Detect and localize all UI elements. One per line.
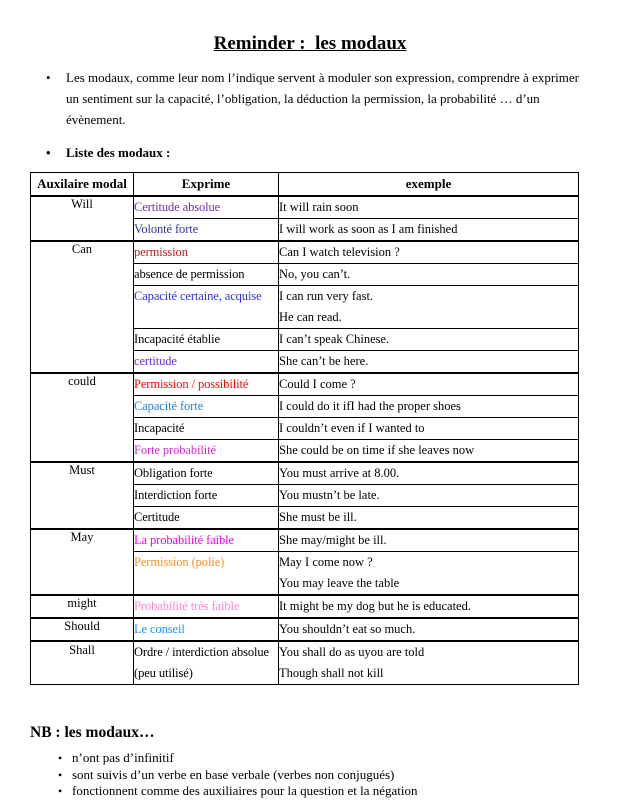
example-text: You shouldn’t eat so much. [279,622,416,636]
exprime-cell [134,440,279,463]
exprime-text: absence de permission [134,267,245,281]
table-row [31,196,579,219]
example-cell [279,286,579,329]
example-cell [279,351,579,374]
example-text: He can read. [279,310,342,324]
exprime-cell [134,196,279,219]
example-text: Could I come ? [279,377,356,391]
exprime-text: Incapacité établie [134,332,220,346]
exprime-text: (peu utilisé) [134,666,193,680]
example-cell [279,552,579,596]
example-cell [279,529,579,552]
table-row [31,529,579,552]
example-text: I can run very fast. [279,289,374,303]
liste-bullet [46,142,590,163]
modal-cell: Will [31,196,134,241]
example-text: I can’t speak Chinese. [279,332,390,346]
example-text: May I come now ? [279,555,373,569]
nb-list-item [58,750,590,767]
example-text: She must be ill. [279,510,357,524]
example-text: I could do it ifI had the proper shoes [279,399,461,413]
bullet-icon: • [58,767,63,782]
table-header-row [31,173,579,197]
table-row [31,618,579,641]
modal-cell: Must [31,462,134,529]
exprime-text: Forte probabilité [134,443,216,457]
nb-item-text: fonctionnent comme des auxiliaires pour la question et la négation [72,783,418,798]
nb-item-text: sont suivis d’un verbe en base verbale (verbes non conjugués) [72,766,395,782]
exprime-cell [134,462,279,485]
exprime-cell [134,641,279,685]
table-row [31,641,579,685]
modal-cell: Shall [31,641,134,685]
header-auxilaire-modal: Auxilaire modal [31,173,134,197]
bullet-icon: • [46,70,51,85]
exprime-cell [134,329,279,351]
modal-cell: could [31,373,134,462]
example-text: She can’t be here. [279,354,369,368]
intro-text: Les modaux, comme leur nom l’indique servent à moduler son expression, comprendre à exprimer un sentiment sur la capacité, l’obligation, la déduction la permission, la probabilité … d’un évènement. [66,70,579,127]
exprime-cell [134,396,279,418]
example-text: Though shall not kill [279,666,384,680]
nb-list [58,750,590,800]
exprime-text: Capacité certaine, acquise [134,289,262,303]
page-title: Reminder : les modaux [213,33,407,54]
modal-cell: might [31,595,134,618]
example-cell [279,440,579,463]
modal-cell: Should [31,618,134,641]
exprime-text: Certitude [134,510,180,524]
example-cell [279,264,579,286]
exprime-text: Permission (polie) [134,555,225,569]
exprime-cell [134,595,279,618]
example-cell [279,329,579,351]
exprime-text: Volonté forte [134,222,199,236]
example-text: You may leave the table [279,576,400,590]
example-cell [279,219,579,242]
example-text: You must arrive at 8.00. [279,466,400,480]
exprime-cell [134,264,279,286]
liste-text: Liste des modaux : [66,145,171,160]
exprime-text: Incapacité [134,421,185,435]
exprime-cell [134,529,279,552]
exprime-text: La probabilité faible [134,533,234,547]
header-exprime: Exprime [134,173,279,197]
example-cell [279,396,579,418]
exprime-text: Certitude absolue [134,200,221,214]
table-row [31,373,579,396]
nb-list-item [58,783,590,800]
exprime-cell [134,241,279,264]
modal-cell: Can [31,241,134,373]
example-cell [279,196,579,219]
bullet-icon: • [46,145,51,160]
exprime-cell [134,286,279,329]
table-row [31,241,579,264]
example-text: She could be on time if she leaves now [279,443,475,457]
example-cell [279,462,579,485]
nb-heading: NB : les modaux… [30,724,155,741]
exprime-cell [134,485,279,507]
intro-bullet [46,67,590,130]
exprime-cell [134,219,279,242]
example-text: Can I watch television ? [279,245,400,259]
example-text: I couldn’t even if I wanted to [279,421,425,435]
modaux-table [30,172,579,685]
bullet-icon: • [58,751,63,765]
modal-cell: May [31,529,134,595]
example-text: You mustn’t be late. [279,488,380,502]
example-cell [279,241,579,264]
example-cell [279,507,579,530]
example-text: I will work as soon as I am finished [279,222,458,236]
nb-list-item [58,767,590,784]
exprime-text: permission [134,245,188,259]
example-text: It might be my dog but he is educated. [279,599,471,613]
exprime-text: Probabilité très faible [134,599,240,613]
exprime-text: Interdiction forte [134,488,218,502]
example-text: It will rain soon [279,200,359,214]
example-cell [279,618,579,641]
exprime-text: Permission / possibilité [134,377,249,391]
example-cell [279,595,579,618]
table-row [31,462,579,485]
example-cell [279,418,579,440]
exprime-cell [134,418,279,440]
exprime-cell [134,552,279,596]
example-cell [279,485,579,507]
exprime-text: Obligation forte [134,466,213,480]
example-text: No, you can’t. [279,267,351,281]
nb-item-text: n’ont pas d’infinitif [72,750,174,765]
exprime-cell [134,373,279,396]
example-cell [279,641,579,685]
exprime-text: Ordre / interdiction absolue [134,645,270,659]
exprime-text: Capacité forte [134,399,204,413]
example-text: You shall do as uyou are told [279,645,425,659]
header-exemple: exemple [279,173,579,197]
exprime-text: certitude [134,354,177,368]
example-text: She may/might be ill. [279,533,387,547]
exprime-cell [134,507,279,530]
exprime-text: Le conseil [134,622,185,636]
exprime-cell [134,618,279,641]
example-cell [279,373,579,396]
exprime-cell [134,351,279,374]
table-row [31,595,579,618]
bullet-icon: • [58,784,63,798]
